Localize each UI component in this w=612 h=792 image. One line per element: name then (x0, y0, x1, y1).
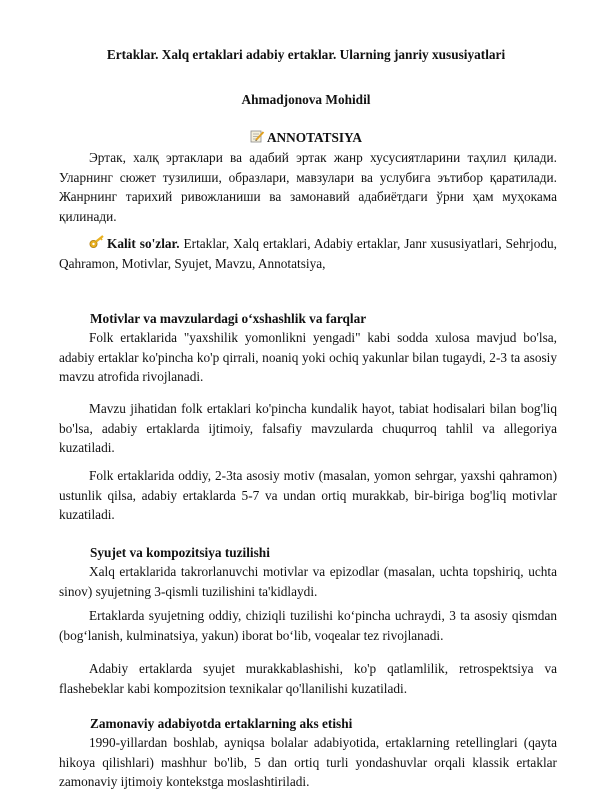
section-heading-motifs: Motivlar va mavzulardagi o‘xshashlik va farqlar (90, 311, 367, 326)
keywords-label: Kalit so'zlar. (107, 236, 180, 251)
key-icon (89, 235, 105, 249)
section-paragraph: Ertaklarda syujetning oddiy, chiziqli tuzilishi ko‘pincha uchraydi, 3 ta asosiy qismdan (bog‘lanish, kulminatsiya, yakun) iborat bo‘lib, voqealar tez rivojlanadi. (59, 608, 557, 643)
section-paragraph: Adabiy ertaklarda syujet murakkablashishi, ko'p qatlamlilik, retrospektsiya va flashebeklar kabi kompozitsion texnikalar qo'llanilishi kuzatiladi. (59, 661, 557, 696)
author-name: Ahmadjonova Mohidil (241, 92, 371, 107)
section-paragraph: Folk ertaklarida oddiy, 2-3ta asosiy motiv (masalan, yomon sehrgar, yaxshi qahramon) ustunlik qilsa, adabiy ertaklarda 5-7 va undan ortiq murakkab, bir-biriga bog'liq motivlar kuzatiladi. (59, 468, 557, 522)
memo-icon (250, 130, 265, 143)
keywords-paragraph (59, 234, 557, 273)
section-heading-modern: Zamonaviy adabiyotda ertaklarning aks etishi (90, 716, 353, 731)
annotation-heading: ANNOTATSIYA (266, 130, 363, 145)
section-paragraph: Xalq ertaklarida takrorlanuvchi motivlar va epizodlar (masalan, uchta topshiriq, uchta sinov) syujetning 3-qismli tuzilishini ta'kidlaydi. (59, 564, 557, 599)
section-paragraph: Folk ertaklarida "yaxshilik yomonlikni yengadi" kabi sodda xulosa mavjud bo'lsa, adabiy ertaklar ko'pincha ko'p qirrali, noaniq yoki ochiq yakunlar bilan tugaydi, 2-3 ta asosiy mavzu atrofida rivojlanadi. (59, 330, 557, 384)
annotation-heading-line (0, 130, 612, 146)
annotation-text: Эртак, халқ эртаклари ва адабий эртак жанр хусусиятларини таҳлил қилади. Уларнинг сюжет тузилиши, образлари, мавзулари ва услубига эътибор қаратилади. Жанрнинг тарихий ривожланиши ва замонавий адабиётдаги ўрни ҳам муҳокама қилинади. (59, 150, 557, 224)
section-paragraph: 1990-yillardan boshlab, ayniqsa bolalar adabiyotida, ertaklarning retellinglari (qayta hikoya qilishlari) mashhur bo'lib, 5 dan ortiq turli yondashuvlar orqali klassik ertaklar zamonaviy ijtimoiy kontekstga moslashtiriladi. (59, 735, 557, 789)
paper-title: Ertaklar. Xalq ertaklari adabiy ertaklar. Ularning janriy xususiyatlari (106, 47, 506, 62)
keywords-text: Ertaklar, Xalq ertaklari, Adabiy ertaklar, Janr xususiyatlari, Sehrjodu, Qahramon, Motivlar, Syujet, Mavzu, Annotatsiya, (59, 236, 557, 271)
section-heading-plot: Syujet va kompozitsiya tuzilishi (90, 545, 270, 560)
section-paragraph: Mavzu jihatidan folk ertaklari ko'pincha kundalik hayot, tabiat hodisalari bilan bog'liq bo'lsa, adabiy ertaklarda ijtimoiy, falsafiy mavzularda chuqurroq tahlil va allegoriya kuzatiladi. (59, 401, 557, 455)
